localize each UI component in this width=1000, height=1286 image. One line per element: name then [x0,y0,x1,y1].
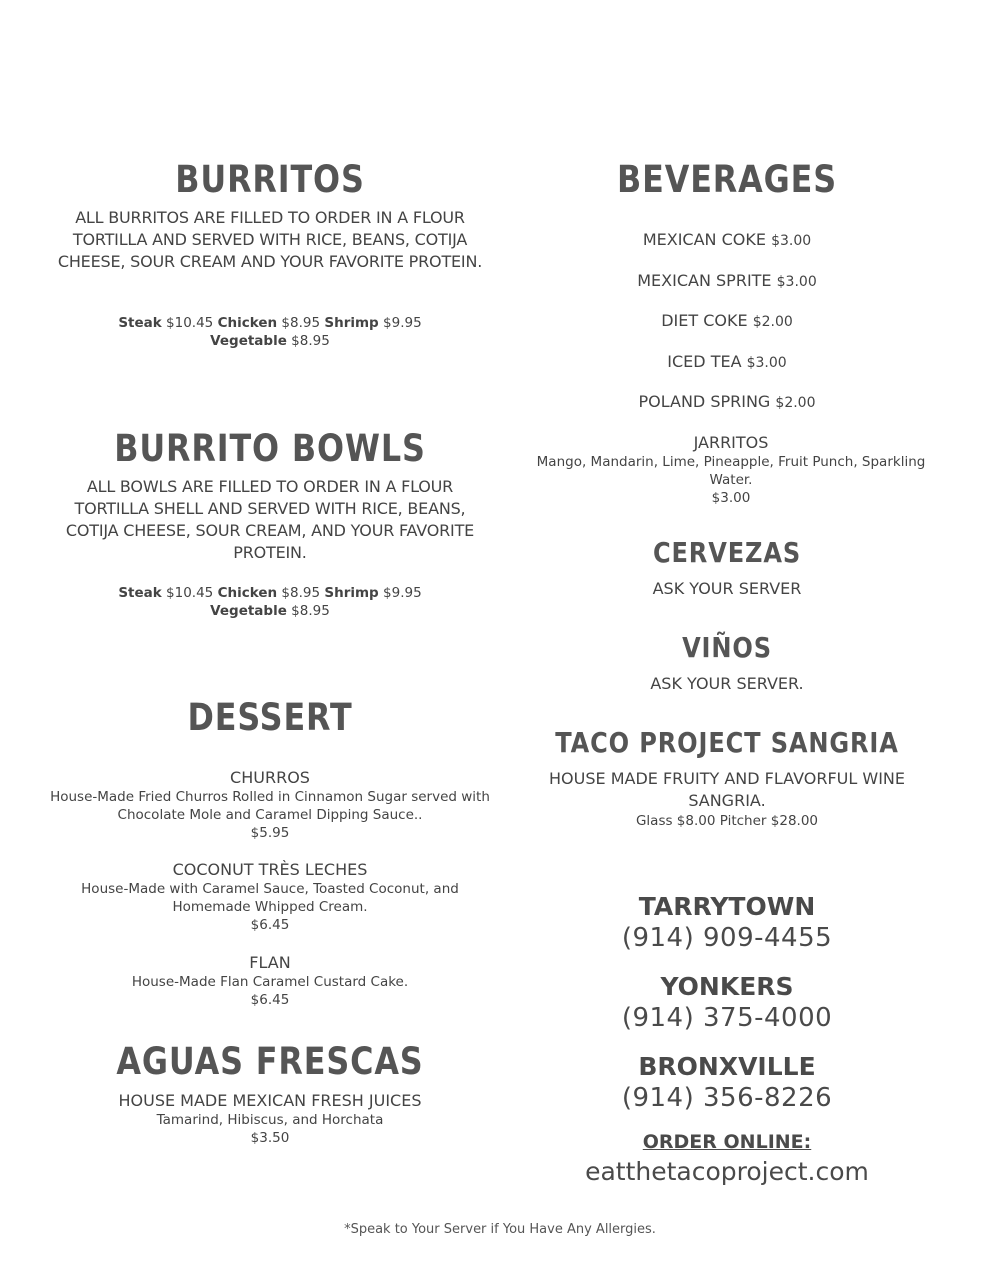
cervezas-text: ASK YOUR SERVER [652,579,802,598]
item-name: JARRITOS [693,433,769,452]
beverage-item [527,271,927,290]
item-price: Glass $8.00 Pitcher $28.00 [635,813,819,829]
dessert-item-churros [50,768,490,842]
item-description: HOUSE MADE FRUITY AND FLAVORFUL WINE SANGRIA. [549,769,905,810]
burrito-bowls-heading: BURRITO BOWLS [114,427,426,470]
location-phone: (914) 356-8226 [621,1083,833,1113]
aguas-frescas-heading: AGUAS FRESCAS [116,1040,424,1083]
beverage-name: DIET COKE [661,311,748,330]
location-name: BRONXVILLE [638,1052,816,1081]
aguas-frescas-item [50,1091,490,1147]
sangria-heading: TACO PROJECT SANGRIA [555,726,899,759]
price-chicken: $8.95 [281,585,321,601]
dessert-item-flan [50,953,490,1009]
item-name: HOUSE MADE MEXICAN FRESH JUICES [118,1091,422,1110]
item-name: CHURROS [230,768,310,787]
cervezas-heading: CERVEZAS [652,536,802,569]
website-link[interactable]: eatthetacoproject.com [585,1157,869,1186]
vinos-text: ASK YOUR SERVER. [650,674,804,693]
burritos-prices [50,314,490,350]
price-steak: $10.45 [166,315,214,331]
beverage-name: MEXICAN COKE [642,230,766,249]
beverage-price: $2.00 [775,395,816,411]
allergy-footnote: *Speak to Your Server if You Have Any Allergies. [344,1222,656,1237]
beverage-jarritos [533,433,929,507]
location-name: YONKERS [660,972,794,1001]
price-vegetable: $8.95 [291,333,330,349]
beverage-item [527,230,927,249]
dessert-item-tres-leches [50,860,490,934]
price-steak: $10.45 [166,585,214,601]
sangria-item [537,768,917,830]
item-description: House-Made with Caramel Sauce, Toasted Coconut, and Homemade Whipped Cream. [81,881,459,915]
item-description: Mango, Mandarin, Lime, Pineapple, Fruit Punch, Sparkling Water. [536,454,926,488]
burritos-heading: BURRITOS [175,158,365,201]
price-label-vegetable: Vegetable [210,603,287,619]
beverage-price: $3.00 [771,233,812,249]
price-label-shrimp: Shrimp [324,315,379,331]
order-online-label: ORDER ONLINE: [642,1131,812,1153]
beverage-item [527,392,927,411]
beverage-item [527,311,927,330]
item-description: House-Made Fried Churros Rolled in Cinnamon Sugar served with Chocolate Mole and Caramel Dipping Sauce.. [50,789,490,823]
item-price: $3.50 [250,1130,290,1146]
location-name: TARRYTOWN [638,892,816,921]
beverages-heading: BEVERAGES [617,158,837,201]
price-label-vegetable: Vegetable [210,333,287,349]
item-description: Tamarind, Hibiscus, and Horchata [156,1112,384,1128]
item-price: $5.95 [250,825,290,841]
price-label-shrimp: Shrimp [324,585,379,601]
price-shrimp: $9.95 [383,315,422,331]
beverage-price: $2.00 [752,314,793,330]
location-phone: (914) 375-4000 [621,1003,833,1033]
price-label-chicken: Chicken [217,315,278,331]
price-label-steak: Steak [118,315,162,331]
location-phone: (914) 909-4455 [621,923,833,953]
item-price: $6.45 [250,917,290,933]
price-chicken: $8.95 [281,315,321,331]
item-price: $3.00 [711,490,751,506]
item-price: $6.45 [250,992,290,1008]
beverage-price: $3.00 [776,274,817,290]
item-name: COCONUT TRÈS LECHES [172,860,368,879]
beverage-price: $3.00 [746,355,787,371]
burrito-bowls-description: ALL BOWLS ARE FILLED TO ORDER IN A FLOUR TORTILLA SHELL AND SERVED WITH RICE, BEANS, COTIJA CHEESE, SOUR CREAM, AND YOUR FAVORITE PROTEIN. [65,477,475,562]
price-label-chicken: Chicken [217,585,278,601]
beverage-name: MEXICAN SPRITE [637,271,772,290]
burritos-description: ALL BURRITOS ARE FILLED TO ORDER IN A FLOUR TORTILLA AND SERVED WITH RICE, BEANS, COTIJA CHEESE, SOUR CREAM AND YOUR FAVORITE PROTEIN. [57,208,483,271]
price-shrimp: $9.95 [383,585,422,601]
beverage-name: ICED TEA [667,352,742,371]
vinos-heading: VIÑOS [682,631,772,664]
price-vegetable: $8.95 [291,603,330,619]
beverage-item [527,352,927,371]
burrito-bowls-prices [50,584,490,620]
item-name: FLAN [249,953,291,972]
price-label-steak: Steak [118,585,162,601]
beverage-name: POLAND SPRING [638,392,771,411]
dessert-heading: DESSERT [187,696,353,739]
item-description: House-Made Flan Caramel Custard Cake. [131,974,409,990]
